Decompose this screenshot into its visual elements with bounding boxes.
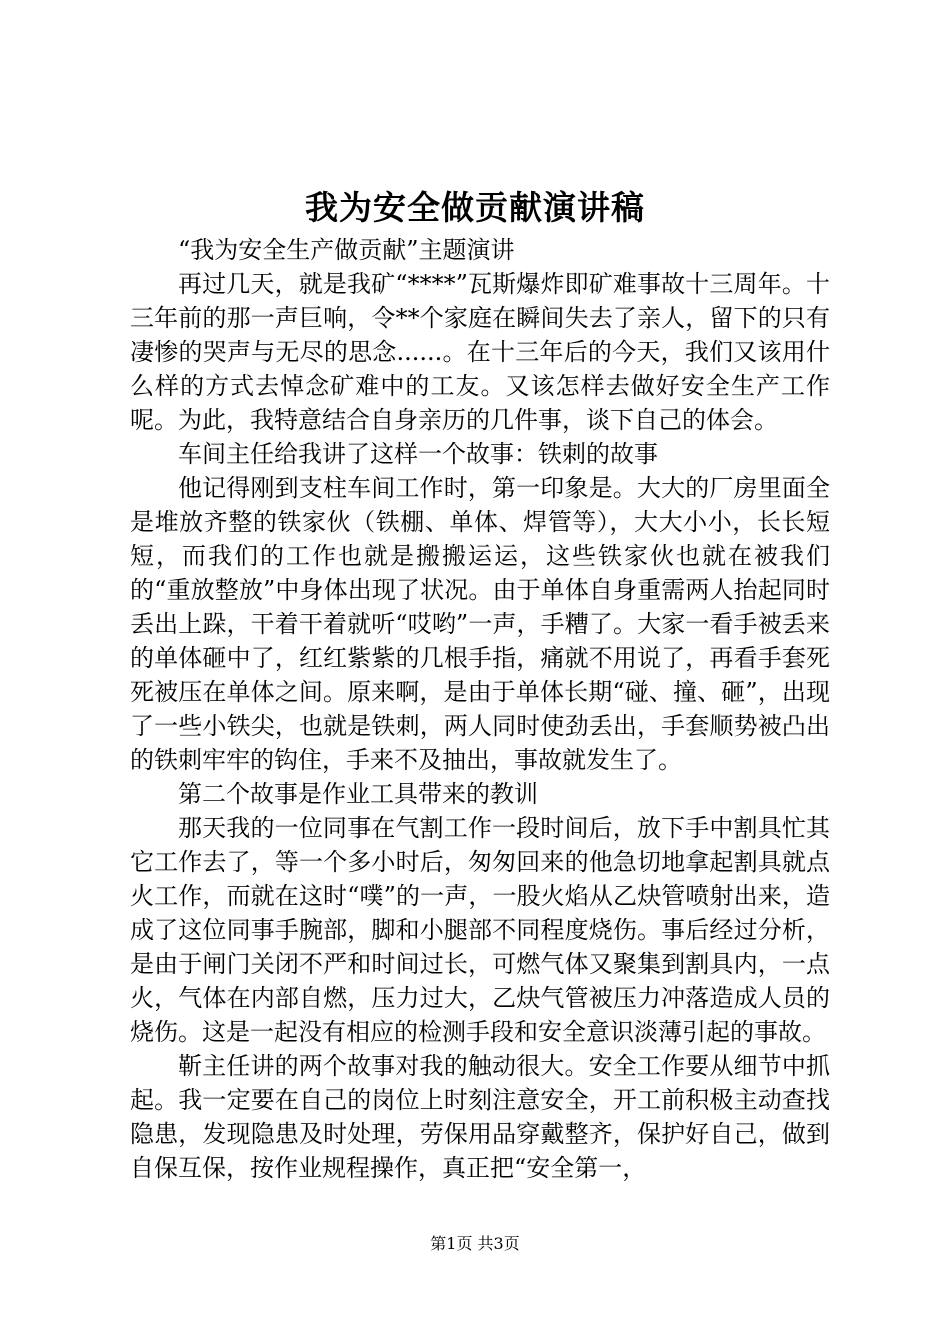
- document-body: [130, 233, 830, 1185]
- page-number-footer: 第1页 共3页: [430, 1234, 520, 1253]
- paragraph-subtitle: “我为安全生产做贡献”主题演讲: [178, 236, 515, 264]
- paragraph-reflection: 靳主任讲的两个故事对我的触动很大。安全工作要从细节中抓起。我一定要在自己的岗位上时刻注意安全，开工前积极主动查找隐患，发现隐患及时处理，劳保用品穿戴整齐，保护好自己，做到自保互保，按作业规程操作，真正把“安全第一，: [130, 1052, 830, 1182]
- paragraph-story-two: 那天我的一位同事在气割工作一段时间后，放下手中割具忙其它工作去了，等一个多小时后，匆匆回来的他急切地拿起割具就点火工作，而就在这时“噗”的一声，一股火焰从乙炔管喷射出来，造成了这位同事手腕部，脚和小腿部不同程度烧伤。事后经过分析，是由于闸门关闭不严和时间过长，可燃气体又聚集到割具内，一点火，气体在内部自燃，压力过大，乙炔气管被压力冲落造成人员的烧伤。这是一起没有相应的检测手段和安全意识淡薄引起的事故。: [130, 814, 830, 1046]
- paragraph-story-one-heading: 车间主任给我讲了这样一个故事：铁刺的故事: [178, 440, 658, 468]
- paragraph-story-one: 他记得刚到支柱车间工作时，第一印象是。大大的厂房里面全是堆放齐整的铁家伙（铁棚、单体、焊管等），大大小小，长长短短，而我们的工作也就是搬搬运运，这些铁家伙也就在被我们的“重放整放”中身体出现了状况。由于单体自身重需两人抬起同时丢出上跺，干着干着就听“哎哟”一声，手糟了。大家一看手被丢来的单体砸中了，红红紫紫的几根手指，痛就不用说了，再看手套死死被压在单体之间。原来啊，是由于单体长期“碰、撞、砸”，出现了一些小铁尖，也就是铁刺，两人同时使劲丢出，手套顺势被凸出的铁刺牢牢的钩住，手来不及抽出，事故就发生了。: [130, 474, 830, 774]
- paragraph-intro: 再过几天，就是我矿“****”瓦斯爆炸即矿难事故十三周年。十三年前的那一声巨响，令**个家庭在瞬间失去了亲人，留下的只有凄惨的哭声与无尽的思念......。在十三年后的今天，我们又该用什么样的方式去悼念矿难中的工友。又该怎样去做好安全生产工作呢。为此，我特意结合自身亲历的几件事，谈下自己的体会。: [130, 270, 830, 434]
- paragraph-story-two-heading: 第二个故事是作业工具带来的教训: [178, 780, 538, 808]
- document-title: 我为安全做贡献演讲稿: [305, 188, 645, 227]
